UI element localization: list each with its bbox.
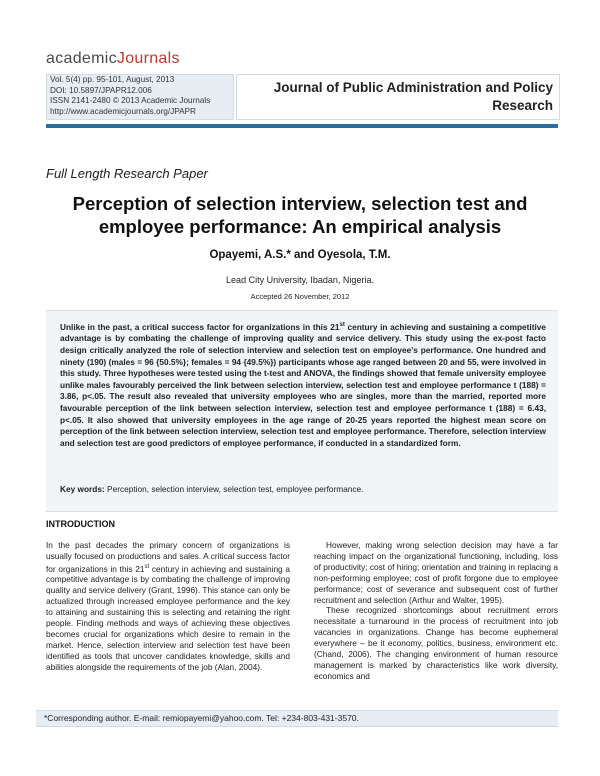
citation-meta-box xyxy=(46,74,234,120)
accepted-date: Accepted 26 November, 2012 xyxy=(250,292,350,301)
authors: Opayemi, A.S.* and Oyesola, T.M. xyxy=(209,249,391,261)
abstract: Unlike in the past, a critical success factor for organizations in this 21st century in achieving and sustaining a competitive advantage is by combating the challenge of improving quality and service delivery. This study using the ex-post facto design critically analyzed the role of selection interview and selection test on employee's performance. One hundred and ninety (190) (males = 96 {50.5%}; females = 94 {49.5%}) participants whose age ranged between 20 and 55, were involved in this study. Three hypotheses were tested using the t-test and ANOVA, the findings showed that female university employee unlike males favourably perceived the link between selection interview, selection test and employee performance t (188) = 3.86, p<.05. The result also revealed that university employees who are singles, more than the married, reported more favourable perception of the link between selection interview, selection test and employee performance t (188) = 6.43, p<.05. It also showed that university employees in the age range of 20-25 years reported the highest mean score on perception of the link between selection interview, selection test and employee performance. Therefore, selection interview and selection test are good predictors of employee performance, if conducted in a standardized form. xyxy=(60,321,546,448)
affiliation: Lead City University, Ibadan, Nigeria. xyxy=(226,275,374,285)
doi-line: DOI: 10.5897/JPAPR12.006 xyxy=(50,85,152,95)
publisher-logo: academicJournals xyxy=(46,50,180,67)
journal-url[interactable]: http://www.academicjournals.org/JPAPR xyxy=(50,106,196,116)
volume-line: Vol. 5(4) pp. 95-101, August, 2013 xyxy=(50,75,175,84)
corresponding-author-footer xyxy=(36,710,558,727)
journal-title: Journal of Public Administration and Policy Research xyxy=(273,80,553,113)
issn-line: ISSN 2141-2480 © 2013 Academic Journals xyxy=(50,96,211,105)
corresponding-author: *Corresponding author. E-mail: remiopayemi@yahoo.com. Tel: +234-803-431-3570. xyxy=(44,713,359,723)
paper-type: Full Length Research Paper xyxy=(46,166,208,181)
paragraph: In the past decades the primary concern of organizations is usually focused on productions and sales. A critical success factor for organizations in this 21st century in achieving and sustaining a competitive advantage is by combating the challenge of improving quality and service delivery (Grant, 1996). This stance can only be actualized through increased employee performance and the key to attaining and sustaining this is selecting and retaining the right people. Finding methods and ways of achieving these objectives becomes crucial for organizations which desire to remain in the market. Hence, selection interview and selection test have been identified as tools that uncover candidates knowledge, skills and abilities alongside the requirements of the job (Alan, 2004). xyxy=(46,540,290,672)
journal-title-box xyxy=(236,74,560,120)
section-heading-introduction: INTRODUCTION xyxy=(46,519,115,529)
keywords: Key words: Perception, selection interview, selection test, employee performance. xyxy=(60,484,364,494)
paragraph: These recognized shortcomings about recruitment errors necessitate a turnaround in the process of recruitment into job vacancies in organizations. Change has become euphemeral everywhere – be it economy, politics, business, environment etc. (Chand, 2006). The changing environment of human resource management is marked by characteristics like work diversity, economics and xyxy=(314,605,558,681)
body-column-right xyxy=(314,540,558,682)
body-column-left xyxy=(46,540,290,673)
header-divider xyxy=(46,124,558,128)
paper-title: Perception of selection interview, selection test and employee performance: An empirical analysis xyxy=(72,193,528,237)
paragraph: However, making wrong selection decision may have a far reaching impact on the organizational functioning, including, loss of productivity; cost of hiring; orientation and training in replacing a non-performing employee; cost of profit forgone due to employee performance; cost of severance and subsequent cost of further recruitment and selection (Arthur and Walter, 1995). xyxy=(314,540,558,605)
